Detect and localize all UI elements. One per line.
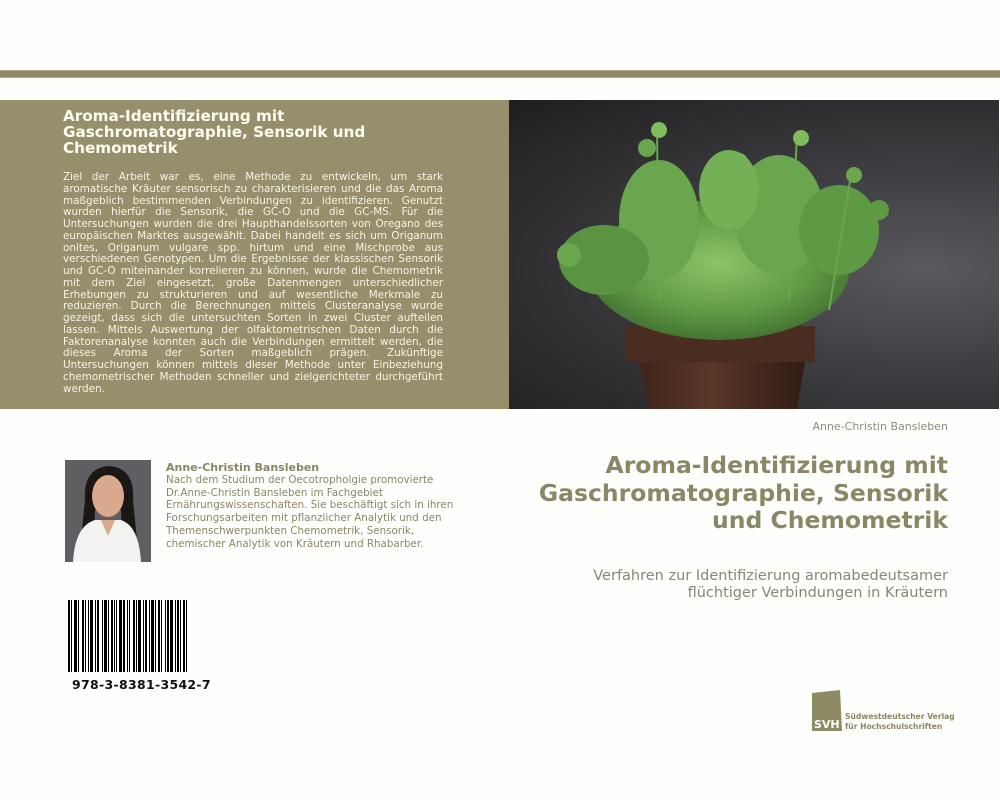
publisher-line-1: Südwestdeutscher Verlag [845,712,955,721]
back-cover-title: Aroma-Identifizierung mit Gaschromatographie, Sensorik und Chemometrik [63,107,366,157]
isbn-number: 978-3-8381-3542-7 [72,677,211,692]
publisher-name [845,712,955,731]
top-decorative-stripe [0,70,1000,78]
svh-logo-icon [811,690,843,732]
publisher-line-2: für Hochschulschriften [845,721,943,731]
author-bio: Nach dem Studium der Oecotropholgie promovierte Dr.Anne-Christin Bansleben im Fachgebiet Ernährungswissenschaften. Sie beschäftigt sich in ihren Forschungsarbeiten mit pflanzlicher Analytik und den Themenschwerpunkten Chemometrik, Sensorik, chemischer Analytik von Kräutern und Rhabarber. [166,474,454,550]
isbn-barcode [68,600,190,672]
front-cover-title: Aroma-Identifizierung mit Gaschromatographie, Sensorik und Chemometrik [538,451,948,534]
cover-photo-oregano [509,100,999,409]
author-portrait-icon [65,460,151,562]
front-cover-subtitle: Verfahren zur Identifizierung aromabedeutsamer flüchtiger Verbindungen in Kräutern [593,568,948,601]
front-cover-author: Anne-Christin Bansleben [812,420,948,433]
svg-text:SVH: SVH [814,718,840,731]
back-cover-blurb: Ziel der Arbeit war es, eine Methode zu entwickeln, um stark aromatische Kräuter sensorisch zu charakterisieren und die das Aroma maßgeblich bestimmenden Verbindungen zu identifizieren. Genutzt wurden hierfür die Sensorik, die GC-O und die GC-MS. Für die Untersuchungen wurden die drei Haupthandelssorten von Oregano des europäischen Marktes ausgewählt. Dabei handelt es sich um Origanum onites, Origanum vulgare spp. hirtum und eine Mischprobe aus verschiedenen Genotypen. Um die Ergebnisse der klassischen Sensorik und GC-O miteinander korrelieren zu können, wurde die Chemometrik mit dem Ziel eingesetzt, große Datenmengen unterschiedlicher Erhebungen zu strukturieren und auf wesentliche Merkmale zu reduzieren. Durch die Berechnungen mittels Clusteranalyse wurde gezeigt, dass sich die untersuchten Sorten in zwei Cluster aufteilen lassen. Mittels Auswertung der olfaktometrischen Daten durch die Faktorenanalyse konnten auch die Verbindungen ermittelt werden, die dieses Aroma der Sorten maßgeblich prägen. Zukünftige Untersuchungen können mittels dieser Methode unter Einbeziehung chemometrischer Methoden schneller und zielgerichteter durchgeführt werden. [63,171,443,395]
author-name: Anne-Christin Bansleben [166,461,320,474]
potted-plant-illustration [509,100,999,409]
author-photo [65,460,151,562]
